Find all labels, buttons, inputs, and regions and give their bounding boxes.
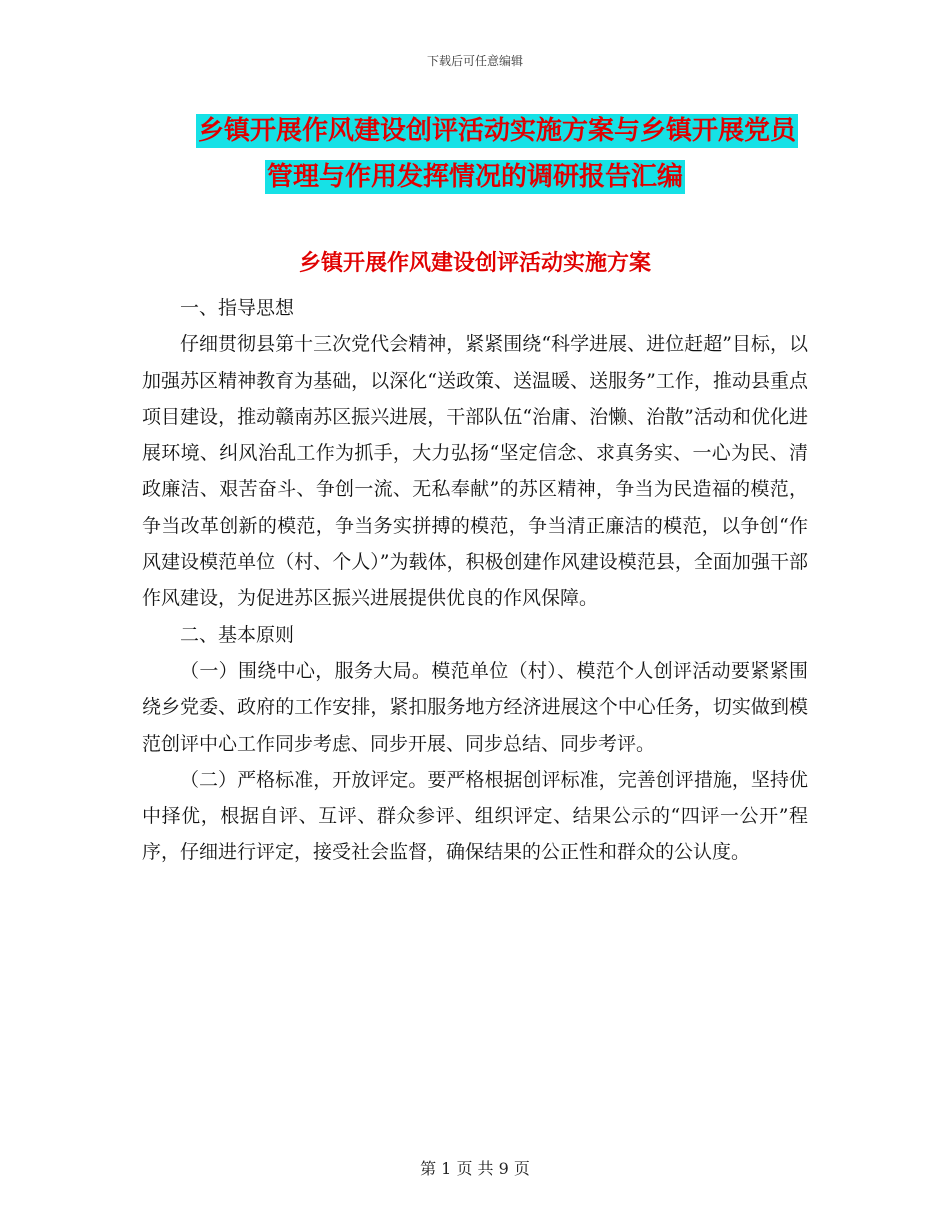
paragraph-principle-2: （二）严格标准，开放评定。要严格根据创评标准，完善创评措施，坚持优中择优，根据自评、互评、群众参评、组织评定、结果公示的“四评一公开”程序，仔细进行评定，接受社会监督，确保结果的公正性和群众的公认度。	[142, 768, 808, 864]
heading-basic-principles: 二、基本原则	[180, 623, 295, 646]
document-title	[0, 108, 950, 200]
heading-guiding-ideology: 一、指导思想	[180, 297, 295, 319]
section-title: 乡镇开展作风建设创评活动实施方案	[298, 250, 651, 276]
title-line-1: 乡镇开展作风建设创评活动实施方案与乡镇开展党员	[197, 116, 796, 146]
paragraph-principle-1: （一）围绕中心，服务大局。模范单位（村）、模范个人创评活动要紧紧围绕乡党委、政府的工作安排，紧扣服务地方经济进展这个中心任务，切实做到模范创评中心工作同步考虑、同步开展、同步总结、同步考评。	[142, 659, 808, 755]
page-header-note: 下载后可任意编辑	[426, 54, 523, 68]
page-number: 第 1 页 共 9 页	[420, 1159, 530, 1178]
paragraph-guiding-ideology: 仔细贯彻县第十三次党代会精神，紧紧围绕“科学进展、进位赶超”目标，以加强苏区精神教育为基础，以深化“送政策、送温暖、送服务”工作，推动县重点项目建设，推动赣南苏区振兴进展，干部队伍“治庸、治懒、治散”活动和优化进展环境、纠风治乱工作为抓手，大力弘扬“坚定信念、求真务实、一心为民、清政廉洁、艰苦奋斗、争创一流、无私奉献”的苏区精神，争当为民造福的模范，争当改革创新的模范，争当务实拼搏的模范，争当清正廉洁的模范，以争创“作风建设模范单位（村、个人）”为载体，积极创建作风建设模范县，全面加强干部作风建设，为促进苏区振兴进展提供优良的作风保障。	[142, 333, 808, 610]
document-body	[142, 290, 808, 871]
title-line-2: 管理与作用发挥情况的调研报告汇编	[266, 162, 683, 192]
